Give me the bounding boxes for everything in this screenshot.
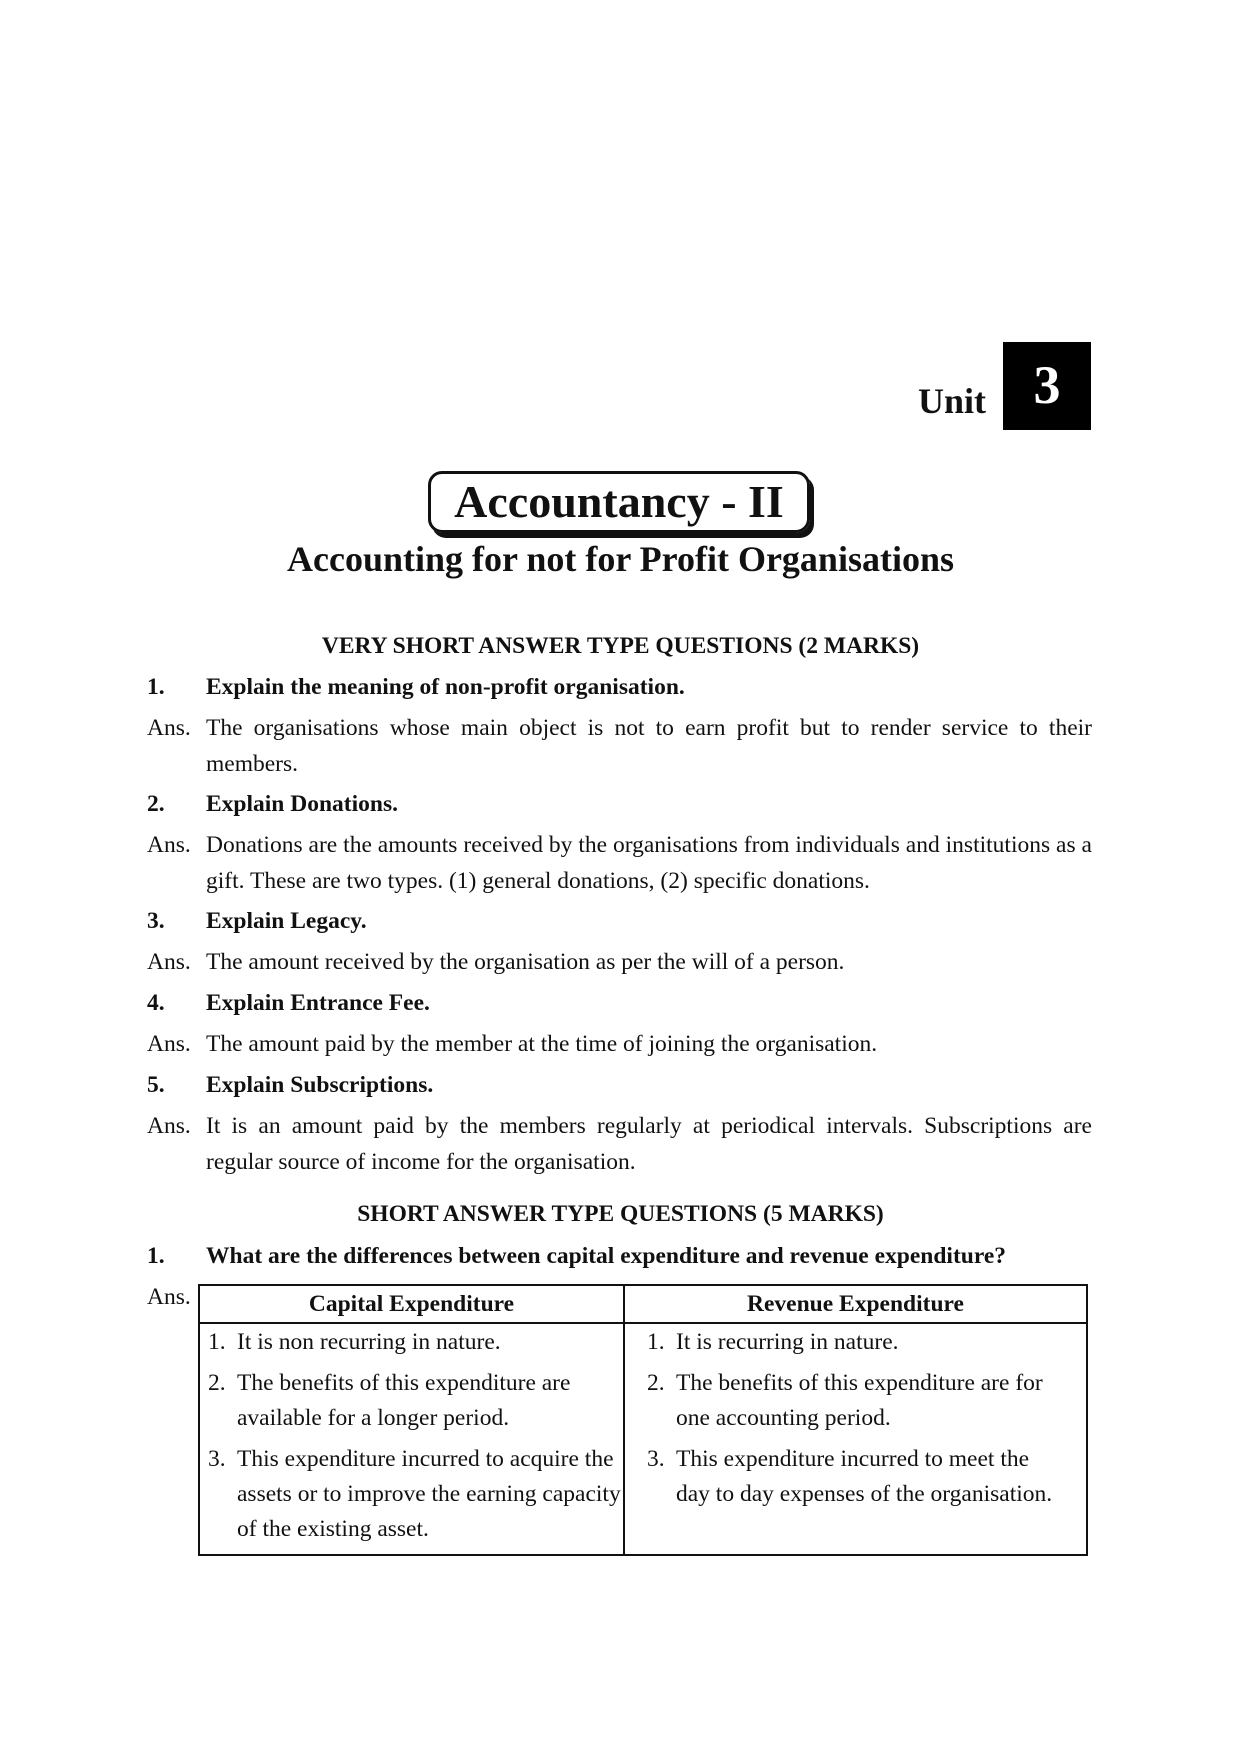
list-item-text: It is non recurring in nature.: [237, 1329, 501, 1355]
answer-text: The amount received by the organisation as per the will of a person.: [206, 949, 845, 975]
list-item-number: 2.: [208, 1370, 226, 1396]
list-item-number: 3.: [647, 1446, 665, 1472]
table-header-capital: Capital Expenditure: [200, 1286, 623, 1324]
question-number: 4.: [147, 990, 165, 1016]
question-number: 3.: [147, 908, 165, 934]
answer-text: The organisations whose main object is not to earn profit but to render service to their members.: [206, 715, 1092, 777]
list-item-text: It is recurring in nature.: [676, 1329, 899, 1355]
answer-label: Ans.: [147, 1284, 191, 1310]
answer-text: Donations are the amounts received by the organisations from individuals and institutions as a gift. These are two types. (1) general donations, (2) specific donations.: [206, 832, 1092, 894]
question-number: 2.: [147, 791, 165, 817]
question-number: 1.: [147, 674, 165, 700]
answer-label: Ans.: [147, 949, 191, 975]
question-text: Explain Donations.: [206, 791, 398, 817]
capital-column: [200, 1324, 623, 1554]
list-item-number: 1.: [208, 1329, 226, 1355]
answer-text: The amount paid by the member at the time of joining the organisation.: [206, 1031, 878, 1057]
question-text: Explain Entrance Fee.: [206, 990, 430, 1016]
section-heading-very-short: VERY SHORT ANSWER TYPE QUESTIONS (2 MARKS): [321, 633, 920, 659]
unit-label: Unit: [918, 381, 987, 421]
question-text: Explain the meaning of non-profit organisation.: [206, 674, 685, 700]
section-heading-short: SHORT ANSWER TYPE QUESTIONS (5 MARKS): [357, 1201, 884, 1227]
question-number: 5.: [147, 1072, 165, 1098]
question-text: What are the differences between capital expenditure and revenue expenditure?: [206, 1243, 1007, 1269]
question-number: 1.: [147, 1243, 165, 1269]
answer-label: Ans.: [147, 1113, 191, 1139]
unit-number-badge: 3: [1003, 342, 1091, 430]
answer-label: Ans.: [147, 715, 191, 741]
list-item-text: The benefits of this expenditure are for one accounting period.: [676, 1370, 1043, 1431]
list-item-number: 3.: [208, 1446, 226, 1472]
list-item-text: This expenditure incurred to meet the day to day expenses of the organisation.: [676, 1446, 1053, 1507]
table-header-revenue: Revenue Expenditure: [625, 1286, 1086, 1324]
list-item-number: 1.: [647, 1329, 665, 1355]
answer-label: Ans.: [147, 1031, 191, 1057]
page-subtitle: Accounting for not for Profit Organisations: [287, 539, 954, 579]
answer-label: Ans.: [147, 832, 191, 858]
revenue-column: [625, 1324, 1086, 1554]
comparison-table: [198, 1284, 1088, 1556]
answer-text: It is an amount paid by the members regularly at periodical intervals. Subscriptions are regular source of income for the organisation.: [206, 1113, 1092, 1175]
list-item-text: This expenditure incurred to acquire the assets or to improve the earning capacity of the existing asset.: [237, 1446, 621, 1542]
question-text: Explain Subscriptions.: [206, 1072, 434, 1098]
page-title: Accountancy - II: [428, 471, 810, 533]
question-text: Explain Legacy.: [206, 908, 367, 934]
list-item-text: The benefits of this expenditure are available for a longer period.: [237, 1370, 571, 1431]
list-item-number: 2.: [647, 1370, 665, 1396]
